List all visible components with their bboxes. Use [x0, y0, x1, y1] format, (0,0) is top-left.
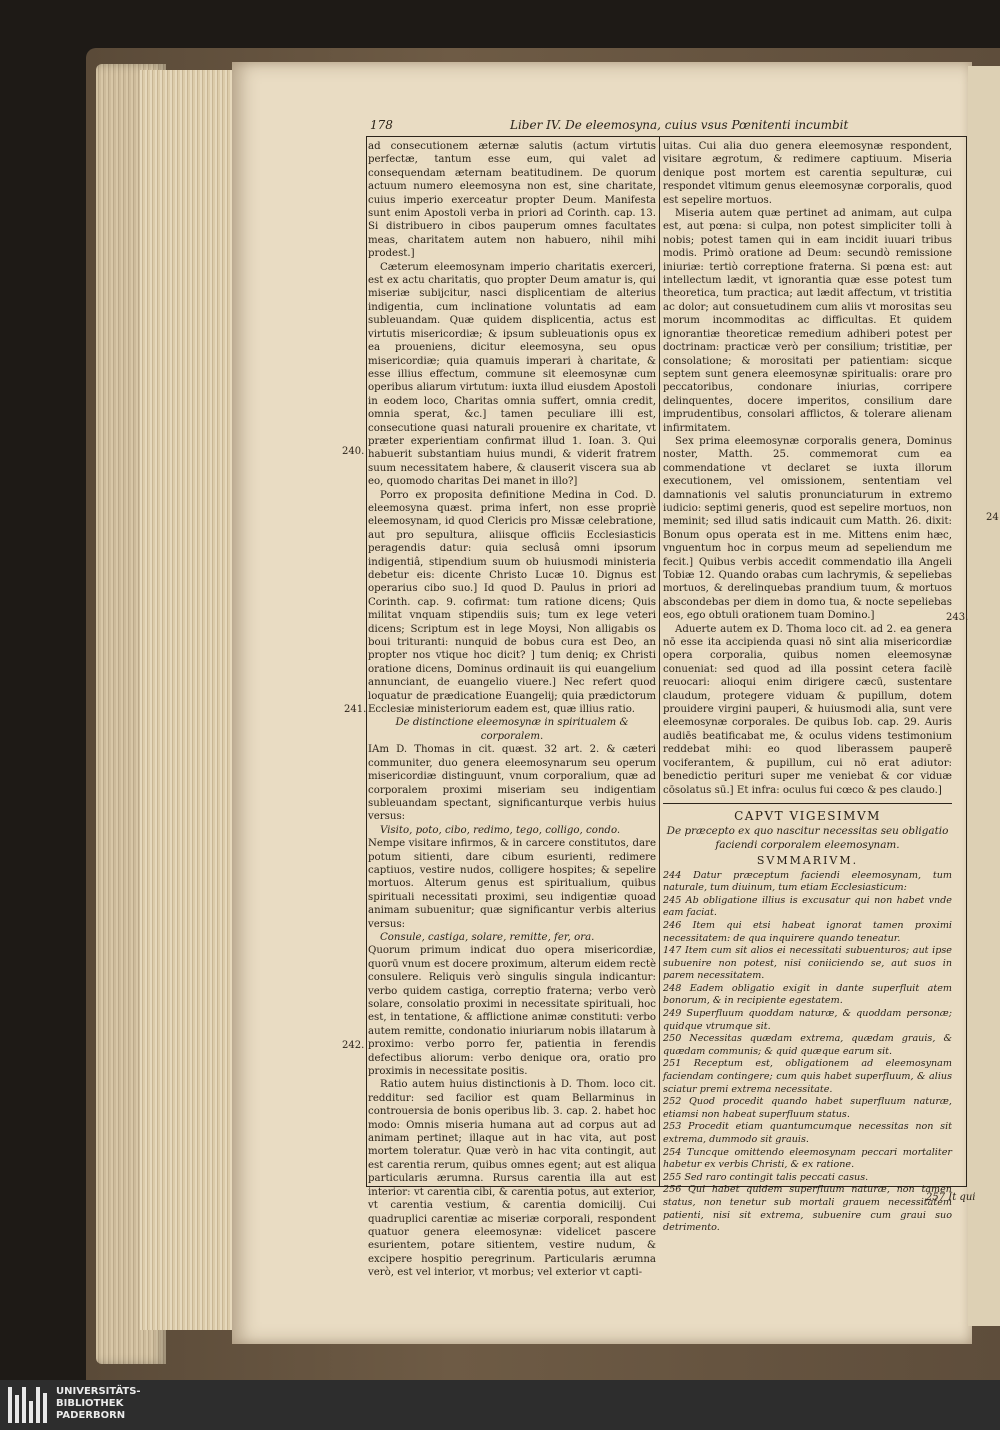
column-rule	[659, 136, 660, 1186]
running-head	[370, 118, 970, 136]
library-footer	[0, 1380, 1000, 1430]
summary-item: 256 Qui habet quidem superfluum naturæ, non tamen status, non tenetur sub mortali grauem necessitatem patienti, nisi sit extrema, subuenire cum graui suo detrimento.	[663, 1184, 952, 1234]
right-column	[663, 140, 952, 1235]
paragraph: Aduerte autem ex D. Thoma loco cit. ad 2. ea genera nō esse ita accipienda quasi nō sint alia misericordiæ opera corporalia, quibus nomen eleemosynæ conueniat: sed quod ad illa possint cetera facilè reuocari: alioqui enim dirigere cæcū, sustentare claudum, protegere viduam & pupillum, dotem prouidere virgini pauperi, & huiusmodi alia, sunt vere eleemosynæ corporales. De quibus Iob. cap. 29. Auris audiēs beatificabat me, & oculus videns testimonium reddebat mihi: eo quod liberassem pauperē vociferantem, & pupillum, cui nō erat adiutor: benedictio perituri super me veniebat & cor viduæ cōsolatus sū.] Et infra: oculus fui cœco & pes claudo.]	[663, 623, 952, 796]
margin-number: 240.	[342, 446, 365, 457]
paragraph: ad consecutionem æternæ salutis (actum virtutis perfectæ, tantum esse eum, qui valet ad consequendam æternam beatitudinem. De quorum actuum numero eleemosyna non est, sine charitate, cuius imperio exerceatur propter Deum. Manifesta sunt enim Apostoli verba in priori ad Corinth. cap. 13. Si distribuero in cibos pauperum omnes facultates meas, charitatem autem non habuero, nihil mihi prodest.]	[368, 141, 656, 260]
library-name-line: BIBLIOTHEK	[56, 1398, 124, 1409]
section-heading: De distinctione eleemosynæ in spiritualem & corporalem.	[395, 717, 629, 742]
right-frame-rule	[966, 136, 967, 1186]
chapter-subtitle: De præcepto ex quo nascitur necessitas seu obligatio faciendi corporalem eleemosynam.	[666, 825, 949, 851]
summary-item: 248 Eadem obligatio exigit in dante superfluit atem bonorum, & in recipiente egestatem.	[663, 982, 952, 1007]
summary-item: 246 Item qui etsi habeat ignorat tamen proximi necessitatem: de qua inquirere quando teneatur.	[663, 919, 952, 944]
margin-number: 242.	[342, 1040, 365, 1051]
library-logo-icon	[8, 1387, 48, 1423]
margin-number: 24	[986, 512, 999, 523]
verse-line: Consule, castiga, solare, remitte, fer, ora.	[380, 931, 595, 943]
facing-page-edge	[968, 66, 1000, 1326]
summary-item: 251 Receptum est, obligationem ad eleemosynam faciendam contingere; cum quis habet superfluum, & alius sciatur premi extrema necessitate.	[663, 1058, 952, 1095]
paragraph: Quorum primum indicat duo opera misericordiæ, quorū vnum est docere proximum, alterum eidem rectè consulere. Reliquis verò singulis singula indicantur: verbo quidem castiga, correptio fraterna; verbo verò solare, consolatio proximi in necessitate spirituali, hoc est, in tentatione, & afflictione animæ constituti: verbo autem remitte, condonatio iniuriarum nobis illatarum à proximo: verbo porro fer, patientia in ferendis defectibus aliorum: verbo denique ora, oratio pro proximis in necessitate positis.	[368, 945, 656, 1078]
library-name-line: UNIVERSITÄTS-	[56, 1386, 141, 1397]
paragraph: Sex prima eleemosynæ corporalis genera, Dominus noster, Matth. 25. commemorat cum ea commendatione vt declaret se iuxta illorum executionem, vel omissionem, sententiam vel damnationis vel salutis pronunciaturum in extremo iudicio: septimi generis, quod est sepelire mortuos, non meminit; sed illud satis indicauit cum Matth. 26. dixit: Bonum opus operata est in me. Mittens enim hæc, vnguentum hoc in corpus meum ad sepeliendum me fecit.] Quibus verbis accedit commendatio illa Angeli Tobiæ 12. Quando orabas cum lachrymis, & sepeliebas mortuos, & derelinquebas prandium tuum, & mortuos abscondebas per diem in domo tua, & nocte sepeliebas eos, ego obtuli orationem tuam Domino.]	[663, 435, 952, 622]
page-number: 178	[370, 118, 393, 132]
paragraph: IAm D. Thomas in cit. quæst. 32 art. 2. & cæteri communiter, duo genera eleemosynarum seu operum misericordiæ distinguunt, vnum corporalium, quæ ad corporalem proximi miseriam seu indigentiam subleuandam spectant, significanturque verbis huius versus:	[368, 744, 656, 823]
catchword: 257 It qui	[926, 1192, 976, 1203]
paragraph: Nempe visitare infirmos, & in carcere constitutos, dare potum sitienti, dare cibum esurienti, redimere captiuos, vestire nudos, colligere hospites; & sepelire mortuos. Alterum genus est spiritualium, quibus spirituali necessitati proximi, seu indigentiæ quoad animam subuenitur; quæ significantur verbis alterius versus:	[368, 838, 656, 930]
summary-item: 245 Ab obligatione illius is excusatur qui non habet vnde eam faciat.	[663, 894, 952, 919]
summary-item: 255 Sed raro contingit talis peccati casus.	[663, 1171, 869, 1183]
summary-item: 254 Tuncque omittendo eleemosynam peccari mortaliter habetur ex verbis Christi, & ex ratione.	[663, 1146, 952, 1171]
verse-line: Visito, poto, cibo, redimo, tego, colligo, condo.	[380, 824, 621, 836]
head-rule	[366, 136, 966, 137]
running-title: Liber IV. De eleemosyna, cuius vsus Pœnitenti incumbit	[510, 118, 849, 132]
summary-item: 252 Quod procedit quando habet superfluum naturæ, etiamsi non habeat superfluum status.	[663, 1096, 952, 1120]
summary-item: 249 Superfluum quoddam naturæ, & quoddam personæ; quidque vtrumque sit.	[663, 1008, 952, 1032]
library-name-line: PADERBORN	[56, 1410, 126, 1421]
left-frame-rule	[366, 136, 367, 1186]
summary-item: 244 Datur præceptum faciendi eleemosynam, tum naturale, tum diuinum, tum etiam Ecclesiasticum:	[663, 869, 952, 894]
chapter-title: CAPVT VIGESIMVM	[663, 803, 952, 823]
paragraph: uitas. Cui alia duo genera eleemosynæ respondent, visitare ægrotum, & redimere captiuum. Miseria denique post mortem est carentia sepulturæ, cui respondet vltimum genus eleemosynæ corporalis, quod est sepelire mortuos.	[663, 141, 952, 206]
margin-number: 243.	[946, 612, 969, 623]
paragraph: Porro ex proposita definitione Medina in Cod. D. eleemosyna quæst. prima infert, non esse propriè eleemosynam, id quod Clericis pro Missæ celebratione, aut pro sepultura, aliisque officiis Ecclesiasticis peragendis datur: quia seclusâ omni ipsorum indigentiâ, stipendium suum ob huiusmodi ministeria debetur eis: dicente Christo Lucæ 10. Dignus est operarius cibo suo.] Id quod D. Paulus in priori ad Corinth. cap. 9. cofirmat: tum ratione dicens; Quis militat vnquam stipendiis suis; tum ex lege veteri dicens; Scriptum est in lege Moysi, Non alligabis os boui trituranti: nunquid de bobus cura est Deo, an propter nos vtique hoc dicit? ] tum deniq; ex Christi oratione dicens, Dominus ordinauit iis qui euangelium annunciant, de euangelio viuere.] Nec refert quod loquatur de prædicatione Euangelij; quia prædictorum Ecclesiæ ministeriorum eadem est, quæ illius ratio.	[368, 489, 656, 716]
summary-item: 253 Procedit etiam quantumcumque necessitas non sit extrema, dummodo sit grauis.	[663, 1121, 952, 1145]
summary-item: 147 Item cum sit alios ei necessitati subuenturos; aut ipse subuenire non potest, nisi coniiciendo se, aut suos in parem necessitatem.	[663, 945, 952, 982]
paragraph: Cæterum eleemosynam imperio charitatis exerceri, est ex actu charitatis, quo propter Deum amatur is, qui miseriæ subijcitur, nasci displicentiam de alterius indigentia, cum inclinatione voluntatis ad eam subleuandam. Quæ quidem displicentia, actus est virtutis misericordiæ; & ipsum subleuationis opus ex ea proueniens, dicitur eleemosyna, seu opus misericordiæ; quia quamuis imperari à charitate, & esse illius effectum, commune sit eleemosynæ cum operibus aliarum virtutum: iuxta illud eiusdem Apostoli in eodem loco, Charitas omnia suffert, omnia credit, omnia sperat, &c.] tamen peculiare illi est, consecutione quasi naturali prouenire ex charitate, vt præter experientiam confirmat illud 1. Ioan. 3. Qui habuerit substantiam huius mundi, & viderit fratrem suum necessitatem habere, & clauserit viscera sua ab eo, quomodo charitas Dei manet in illo?]	[368, 261, 656, 488]
paragraph: Miseria autem quæ pertinet ad animam, aut culpa est, aut pœna: si culpa, non potest simpliciter tolli à nobis; potest tamen qui in eam incidit iuuari tribus modis. Primò oratione ad Deum: secundò remissione iniuriæ: tertiò correptione fraterna. Si pœna est: aut intellectum lædit, vt ignorantia quæ esse potest tum theoretica, tum practica; aut lædit affectum, vt tristitia ac dolor; aut consuetudinem cum aliis vt morositas seu morum incommoditas ac difficultas. Et quidem ignorantiæ theoreticæ remedium adhiberi potest per doctrinam: practicæ verò per consilium; tristitiæ, per consolatione; & morositati per patientiam: sicque septem sunt genera eleemosynæ spiritualis: orare pro peccatoribus, condonare iniurias, corripere delinquentes, docere imperitos, consilium dare imprudentibus, consolari afflictos, & tolerare alienam infirmitatem.	[663, 208, 952, 434]
library-name	[56, 1386, 141, 1422]
page-edges-inner	[140, 70, 240, 1330]
summary-item: 250 Necessitas quædam extrema, quædam grauis, & quædam communis; & quid quæque earum sit.	[663, 1033, 952, 1057]
left-column	[368, 140, 656, 1280]
margin-number: 241.	[344, 704, 367, 715]
paragraph: Ratio autem huius distinctionis à D. Thom. loco cit. redditur: sed facilior est quam Bellarminus in controuersia de bonis operibus lib. 3. cap. 2. habet hoc modo: Omnis miseria humana aut ad corpus aut ad animam pertinet; illaque aut in hac vita, aut post mortem toleratur. Quæ verò in hac vita contingit, aut est carentia rerum, quibus omnes egent; aut est aliqua particularis ærumna. Rursus carentia illa aut est interior: vt carentia cibi, & carentia potus, aut exterior, vt carentia vestium, & carentia domicilij. Cui quadruplici carentiæ ac miseriæ corporali, respondent quatuor genera eleemosynæ: videlicet pascere esurientem, potare sitientem, vestire nudum, & excipere hospitio peregrinum. Particularis ærumna verò, est vel interior, vt morbus; vel exterior vt capti-	[368, 1079, 656, 1279]
summarium-heading: SVMMARIVM.	[756, 854, 859, 868]
